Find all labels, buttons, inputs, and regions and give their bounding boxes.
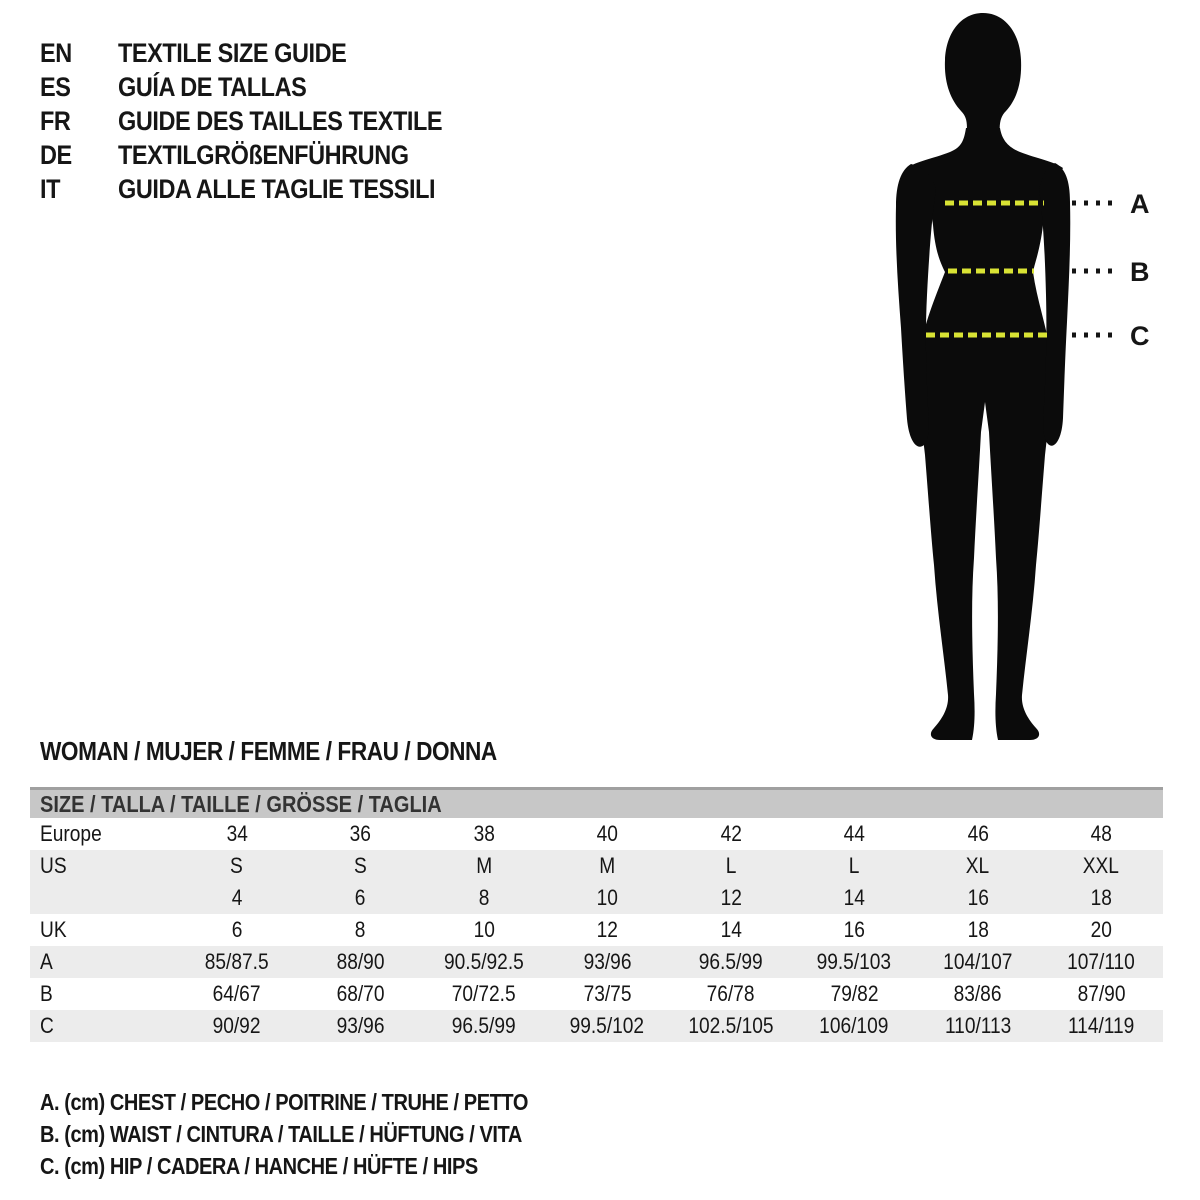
table-row-europe [30, 818, 1163, 850]
language-row-es [40, 70, 491, 104]
table-cell: 42 [720, 821, 742, 846]
table-cell: L [725, 853, 737, 878]
table-cell: M [475, 853, 492, 878]
table-cell: 16 [967, 885, 989, 910]
table-cell: S [230, 853, 244, 878]
table-cell: 48 [1090, 821, 1112, 846]
table-cell: 107/110 [1067, 949, 1136, 974]
table-cell: 46 [967, 821, 989, 846]
section-title-woman: WOMAN / MUJER / FEMME / FRAU / DONNA [40, 736, 497, 766]
table-cell: 96.5/99 [451, 1013, 516, 1038]
table-row-hip-c [30, 1010, 1163, 1042]
table-cell: 44 [843, 821, 865, 846]
marker-label-a: A [1130, 189, 1150, 219]
language-code: EN [40, 37, 72, 68]
silhouette-svg [850, 0, 1200, 760]
table-cell: 40 [596, 821, 618, 846]
size-table [30, 787, 1163, 1042]
table-cell: 10 [473, 917, 495, 942]
table-cell: 99.5/103 [816, 949, 892, 974]
table-cell: 99.5/102 [569, 1013, 645, 1038]
guide-title: GUÍA DE TALLAS [118, 71, 307, 102]
table-cell: 20 [1090, 917, 1112, 942]
silhouette-head [945, 13, 1021, 138]
table-cell: 6 [354, 885, 366, 910]
legend-hip: C. (cm) HIP / CADERA / HANCHE / HÜFTE / HIPS [40, 1152, 478, 1179]
row-label [30, 885, 175, 911]
legend-waist: B. (cm) WAIST / CINTURA / TAILLE / HÜFTUNG / VITA [40, 1120, 522, 1147]
row-label: US [40, 853, 67, 878]
table-cell: 110/113 [944, 1013, 1011, 1038]
table-cell: 12 [596, 917, 618, 942]
row-label: A [40, 949, 53, 974]
guide-title: TEXTILE SIZE GUIDE [118, 37, 347, 68]
table-cell: 93/96 [583, 949, 632, 974]
table-cell: 79/82 [830, 981, 879, 1006]
table-cell: XL [966, 853, 990, 878]
language-title-list [40, 36, 491, 206]
language-code: DE [40, 139, 72, 170]
language-row-fr [40, 104, 491, 138]
table-cell: 104/107 [943, 949, 1013, 974]
language-code: FR [40, 105, 71, 136]
table-cell: 83/86 [953, 981, 1002, 1006]
table-cell: 85/87.5 [204, 949, 269, 974]
measurement-legend [40, 1086, 601, 1182]
language-code: IT [40, 173, 61, 204]
row-label: UK [40, 917, 67, 942]
table-cell: 16 [843, 917, 865, 942]
table-header: SIZE / TALLA / TAILLE / GRÖSSE / TAGLIA [30, 787, 1163, 818]
row-label: Europe [40, 821, 102, 846]
table-cell: 114/119 [1068, 1013, 1135, 1038]
legend-chest: A. (cm) CHEST / PECHO / POITRINE / TRUHE / PETTO [40, 1088, 528, 1115]
table-cell: 10 [596, 885, 618, 910]
table-row-uk [30, 914, 1163, 946]
table-cell: XXL [1083, 853, 1120, 878]
table-cell: M [599, 853, 616, 878]
table-cell: 88/90 [336, 949, 385, 974]
guide-title: GUIDA ALLE TAGLIE TESSILI [118, 173, 436, 204]
table-cell: 38 [473, 821, 495, 846]
table-cell: 93/96 [336, 1013, 385, 1038]
table-row-waist-b [30, 978, 1163, 1010]
row-label: C [40, 1013, 54, 1038]
table-cell: 8 [478, 885, 490, 910]
language-row-de [40, 138, 491, 172]
language-code: ES [40, 71, 71, 102]
table-cell: 106/109 [819, 1013, 889, 1038]
table-cell: 12 [720, 885, 742, 910]
table-cell: 73/75 [583, 981, 632, 1006]
table-row-chest-a [30, 946, 1163, 978]
table-cell: 70/72.5 [451, 981, 516, 1006]
woman-silhouette-diagram [850, 0, 1200, 760]
table-cell: 6 [231, 917, 243, 942]
table-cell: 34 [226, 821, 248, 846]
table-cell: 14 [720, 917, 742, 942]
marker-label-b: B [1130, 257, 1150, 287]
table-cell: 68/70 [336, 981, 385, 1006]
table-cell: 87/90 [1077, 981, 1126, 1006]
table-cell: 18 [967, 917, 989, 942]
guide-title: TEXTILGRÖßENFÜHRUNG [118, 139, 409, 170]
table-cell: 14 [843, 885, 865, 910]
table-cell: 64/67 [212, 981, 261, 1006]
language-row-en [40, 36, 491, 70]
row-label: B [40, 981, 53, 1006]
table-cell: 76/78 [706, 981, 755, 1006]
table-cell: 102.5/105 [688, 1013, 774, 1038]
guide-title: GUIDE DES TAILLES TEXTILE [118, 105, 443, 136]
table-row-us-letter [30, 850, 1163, 882]
table-cell: 4 [231, 885, 243, 910]
table-cell: 96.5/99 [698, 949, 763, 974]
table-cell: 90/92 [212, 1013, 261, 1038]
table-cell: 18 [1090, 885, 1112, 910]
language-row-it [40, 172, 491, 206]
table-cell: S [353, 853, 367, 878]
table-cell: 36 [349, 821, 371, 846]
marker-label-c: C [1130, 321, 1150, 351]
table-cell: 8 [354, 917, 366, 942]
table-cell: 90.5/92.5 [443, 949, 524, 974]
table-cell: L [848, 853, 860, 878]
table-row-us-numeric [30, 882, 1163, 914]
